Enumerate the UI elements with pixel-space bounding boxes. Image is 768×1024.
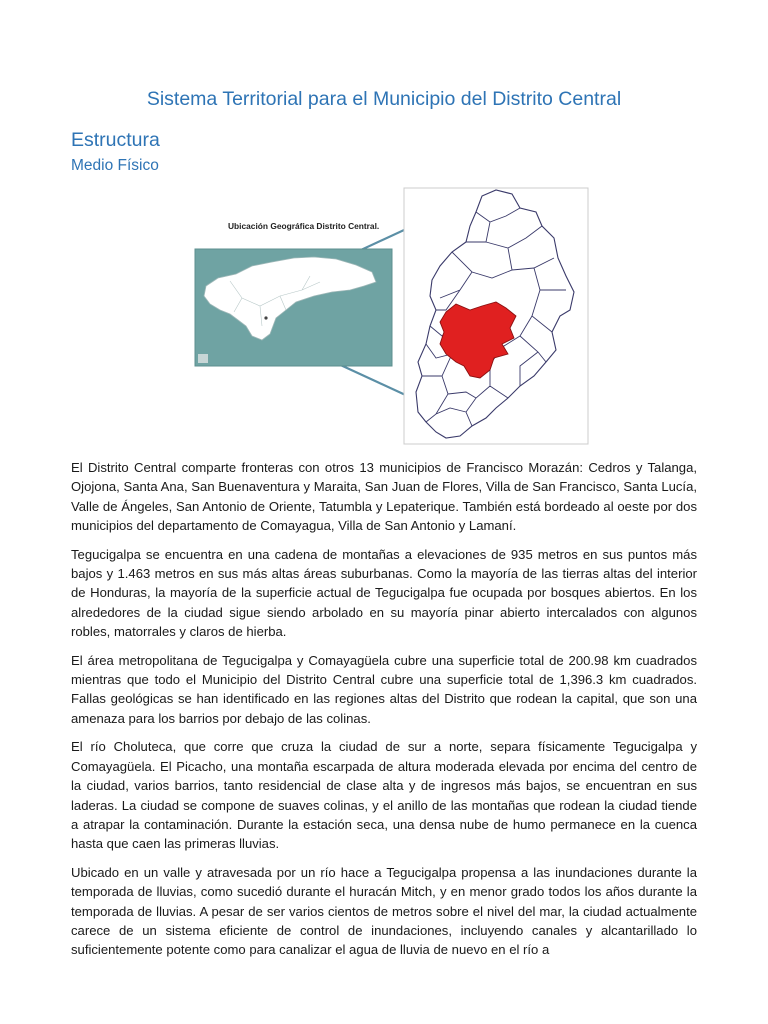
honduras-inset-map: [195, 249, 392, 366]
subsection-heading: Medio Físico: [71, 157, 159, 174]
paragraph: El Distrito Central comparte fronteras con otros 13 municipios de Francisco Morazán: Cedros y Talanga, Ojojona, Santa Ana, San Buenaventura y Maraita, San Juan de Flores, Villa de San Francisco, Santa Lucía, Valle de Ángeles, San Antonio de Oriente, Tatumbla y Lepaterique. También está bordeado al oeste por dos municipios del departamento de Comayagua, Villa de San Antonio y Lamaní.: [71, 460, 697, 534]
distrito-central-detail-map: [404, 188, 588, 444]
paragraph: El río Choluteca, que corre que cruza la ciudad de sur a norte, separa físicamente Tegucigalpa y Comayagüela. El Picacho, una montaña escarpada de altura moderada elevada por encima del centro de la ciudad, varios barrios, tanto residencial de clase alta y de ingresos más bajos, se encuentran en sus laderas. La ciudad se compone de suaves colinas, y el anillo de las montañas que rodean la ciudad tiende a atrapar la contaminación. Durante la estación seca, una densa nube de humo permanece en la cuenca hasta que caen las primeras lluvias.: [71, 739, 697, 852]
city-marker: [264, 316, 267, 319]
body-text: [71, 458, 697, 969]
location-map: [190, 186, 590, 446]
paragraph: Ubicado en un valle y atravesada por un río hace a Tegucigalpa propensa a las inundaciones durante la temporada de lluvias, como sucedió durante el huracán Mitch, y en menor grado todos los años durante la temporada de lluvias. A pesar de ser varios cientos de metros sobre el nivel del mar, la ciudad actualmente carece de un sistema eficiente de control de inundaciones, incluyendo canales y alcantarillado lo suficientemente potente como para canalizar el agua de lluvia de nuevo en el río a: [71, 864, 697, 958]
paragraph: El área metropolitana de Tegucigalpa y Comayagüela cubre una superficie total de 200.98 km cuadrados mientras que todo el Municipio del Distrito Central cubre una superficie total de 1,396.3 km cuadrados. Fallas geológicas se han identificado en las regiones altas del Distrito que rodean la capital, que son una amenaza para los barrios por debajo de las colinas.: [71, 652, 697, 726]
map-caption: Ubicación Geográfica Distrito Central.: [228, 221, 380, 231]
paragraph: Tegucigalpa se encuentra en una cadena de montañas a elevaciones de 935 metros en sus puntos más bajos y 1.463 metros en sus más altas áreas suburbanas. Como la mayoría de las tierras altas del interior de Honduras, la mayoría de la superficie actual de Tegucigalpa fue ocupada por bosques abiertos. En los alrededores de la ciudad sigue siendo arbolado en su mayoría pinar abierto intercalados con algunos robles, matorrales y claros de hierba.: [71, 546, 697, 640]
document-title: Sistema Territorial para el Municipio del Distrito Central: [146, 88, 622, 110]
section-heading: Estructura: [71, 129, 160, 151]
location-map-figure: [190, 186, 590, 446]
